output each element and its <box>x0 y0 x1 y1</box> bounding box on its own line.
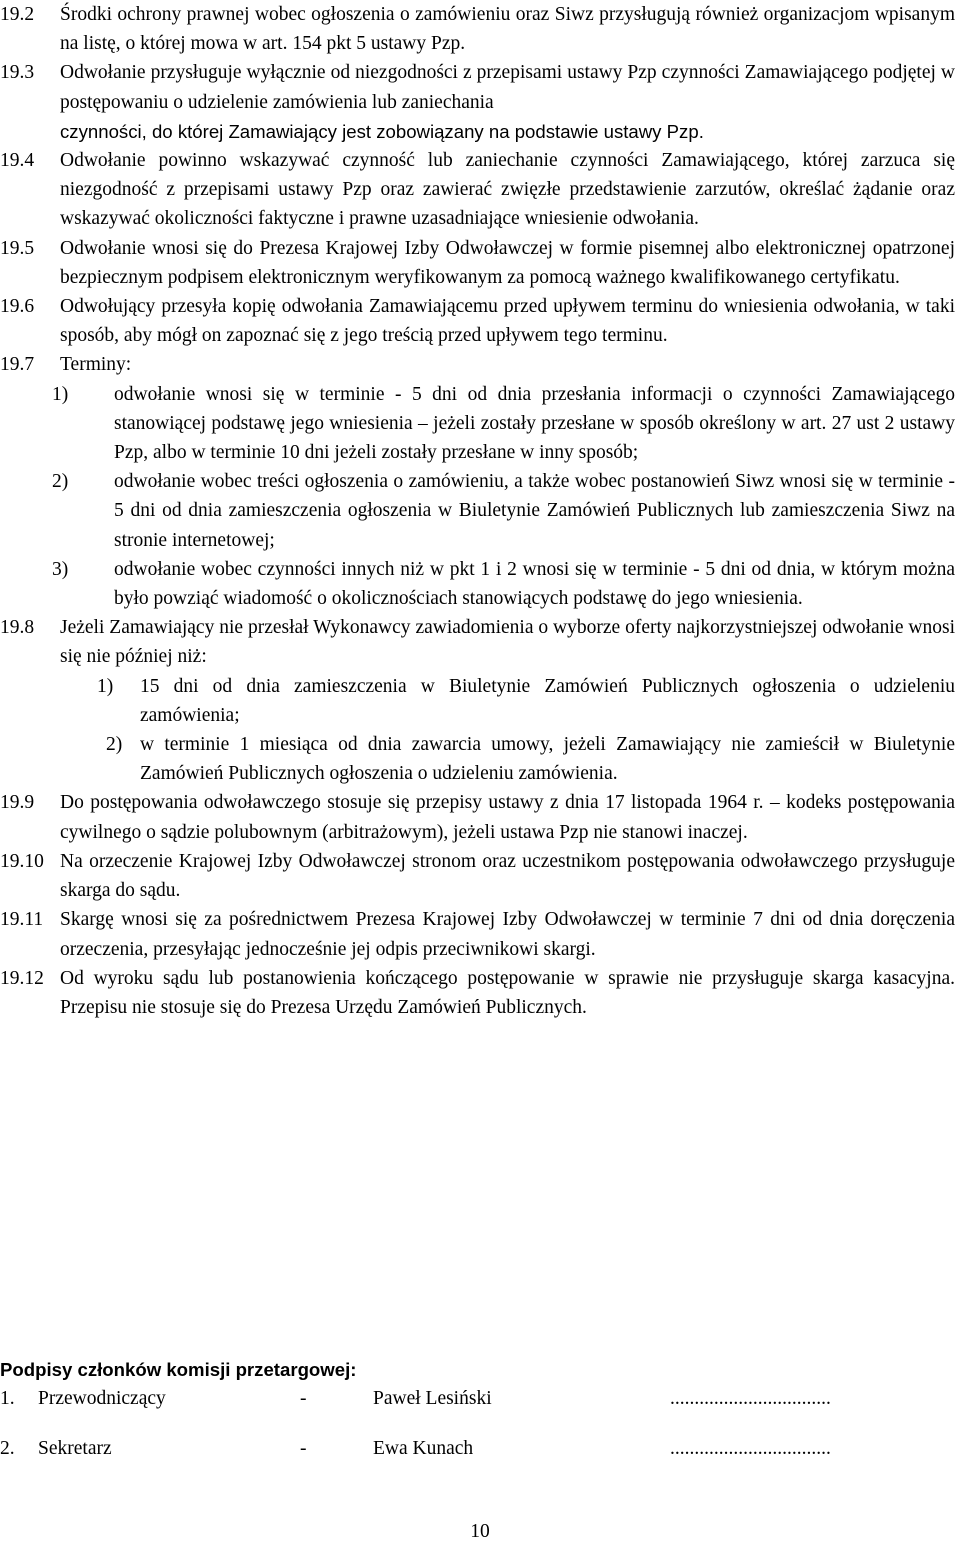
list-item-number: 1) <box>97 675 114 697</box>
list-item <box>60 672 955 730</box>
signature-line: ................................. <box>670 1438 831 1459</box>
signature-dash: - <box>300 1438 307 1459</box>
paragraph-text: Skargę wnosi się za pośrednictwem Prezesa Krajowej Izby Odwoławczej w terminie 7 dni od dnia doręczenia orzeczenia, przesyłając jednocześnie jej odpis przeciwnikowi skargi. <box>60 909 955 960</box>
list-item <box>52 380 955 468</box>
paragraph-number: 19.2 <box>0 4 35 25</box>
signature-number: 2. <box>0 1438 15 1459</box>
paragraph-number: 19.11 <box>0 909 44 931</box>
paragraph-text: Odwołanie wnosi się do Prezesa Krajowej Izby Odwoławczej w formie pisemnej albo elektronicznej opatrzonej bezpiecznym podpisem elektronicznym weryfikowanym za pomocą ważnego kwalifikowanego certyfikatu. <box>60 237 955 288</box>
paragraph-number: 19.8 <box>0 617 35 639</box>
paragraph-19-5 <box>0 234 955 292</box>
paragraph-19-4 <box>0 146 955 234</box>
list-item-number: 2) <box>106 734 123 756</box>
paragraph-19-11 <box>0 905 955 963</box>
list-item-text: odwołanie wobec czynności innych niż w pkt 1 i 2 wnosi się w terminie - 5 dni od dnia, w którym można było powziąć wiadomość o okolicznościach stanowiących podstawę do jego wniesienia. <box>114 558 955 610</box>
list-item-text: odwołanie wobec treści ogłoszenia o zamówieniu, a także wobec postanowień Siwz wnosi się w terminie - 5 dni od dnia zamieszczenia ogłoszenia w Biuletynie Zamówień Publicznych lub zamieszczenia Siwz na stronie internetowej; <box>114 471 955 551</box>
paragraph-number: 19.7 <box>0 354 35 376</box>
signatures-section <box>0 1355 960 1484</box>
paragraph-19-12 <box>0 964 955 1022</box>
paragraph-19-9 <box>0 788 955 846</box>
signatures-heading: Podpisy członków komisji przetargowej: <box>0 1359 357 1380</box>
paragraph-19-6 <box>0 292 955 350</box>
paragraph-19-2 <box>0 0 955 58</box>
paragraph-number: 19.4 <box>0 150 35 172</box>
list-item-text: w terminie 1 miesiąca od dnia zawarcia umowy, jeżeli Zamawiający nie zamieścił w Biuletynie Zamówień Publicznych ogłoszenia o udzieleniu zamówienia. <box>140 734 955 785</box>
signature-role: Sekretarz <box>38 1438 112 1459</box>
paragraph-text: Na orzeczenie Krajowej Izby Odwoławczej stronom oraz uczestnikom postępowania odwoławczego przysługuje skarga do sądu. <box>60 850 955 902</box>
paragraph-19-8 <box>0 613 955 788</box>
signature-dash: - <box>300 1388 307 1409</box>
signature-line: ................................. <box>670 1388 831 1409</box>
list-item <box>60 730 955 788</box>
paragraph-number: 19.5 <box>0 237 35 259</box>
paragraph-number: 19.9 <box>0 792 35 814</box>
list-item-number: 2) <box>52 471 69 493</box>
paragraph-text: Terminy: <box>60 354 132 376</box>
paragraph-text: Odwołanie przysługuje wyłącznie od niezgodności z przepisami ustawy Pzp czynności Zamawiającego podjętej w postępowaniu o udzielenie zamówienia lub zaniechania <box>60 62 955 113</box>
list-item <box>52 555 955 613</box>
paragraph-19-3 <box>0 58 955 146</box>
list-item <box>52 467 955 555</box>
paragraph-text: Do postępowania odwoławczego stosuje się przepisy ustawy z dnia 17 listopada 1964 r. – kodeks postępowania cywilnego o sądzie polubownym (arbitrażowym), jeżeli ustawa Pzp nie stanowi inaczej. <box>60 792 955 843</box>
paragraph-text: Jeżeli Zamawiający nie przesłał Wykonawcy zawiadomienia o wyborze oferty najkorzystniejszej odwołanie wnosi się nie później niż: <box>60 617 955 668</box>
paragraph-19-10 <box>0 847 955 905</box>
paragraph-text: Odwołanie powinno wskazywać czynność lub zaniechanie czynności Zamawiającego, której zarzuca się niezgodność z przepisami ustawy Pzp oraz zawierać zwięzłe przedstawienie zarzutów, określać żądanie oraz wskazywać okoliczności faktyczne i prawne uzasadniające wniesienie odwołania. <box>60 150 955 230</box>
paragraph-number: 19.10 <box>0 850 44 872</box>
paragraph-number: 19.12 <box>0 967 44 989</box>
paragraph-text: Od wyroku sądu lub postanowienia kończącego postępowanie w sprawie nie przysługuje skarga kasacyjna. Przepisu nie stosuje się do Prezesa Urzędu Zamówień Publicznych. <box>60 967 955 1018</box>
signature-number: 1. <box>0 1388 15 1409</box>
page-number: 10 <box>470 1521 490 1542</box>
signature-row <box>0 1384 960 1434</box>
paragraph-number: 19.6 <box>0 296 35 318</box>
signature-role: Przewodniczący <box>38 1388 166 1409</box>
list-item-number: 1) <box>52 383 69 405</box>
list-item-text: odwołanie wnosi się w terminie - 5 dni od dnia przesłania informacji o czynności Zamawiającego stanowiącej podstawę jego wniesienia – jeżeli zostały przesłane w sposób określony w art. 27 ust 2 ustawy Pzp, albo w terminie 10 dni jeżeli zostały przesłane w inny sposób; <box>114 383 955 464</box>
paragraph-text-continued: czynności, do której Zamawiający jest zobowiązany na podstawie ustawy Pzp. <box>60 120 704 142</box>
paragraph-text: Środki ochrony prawnej wobec ogłoszenia o zamówieniu oraz Siwz przysługują również organizacjom wpisanym na listę, o której mowa w art. 154 pkt 5 ustawy Pzp. <box>60 4 955 55</box>
list-item-text: 15 dni od dnia zamieszczenia w Biuletynie Zamówień Publicznych ogłoszenia o udzieleniu zamówienia; <box>140 675 955 726</box>
signature-row <box>0 1434 960 1484</box>
paragraph-text: Odwołujący przesyła kopię odwołania Zamawiającemu przed upływem terminu do wniesienia odwołania, w taki sposób, aby mógł on zapoznać się z jego treścią przed upływem tego terminu. <box>60 296 955 347</box>
signature-name: Ewa Kunach <box>373 1438 474 1459</box>
paragraph-number: 19.3 <box>0 62 35 84</box>
paragraph-19-7 <box>0 350 955 613</box>
signature-name: Paweł Lesiński <box>373 1388 492 1409</box>
list-item-number: 3) <box>52 558 69 580</box>
